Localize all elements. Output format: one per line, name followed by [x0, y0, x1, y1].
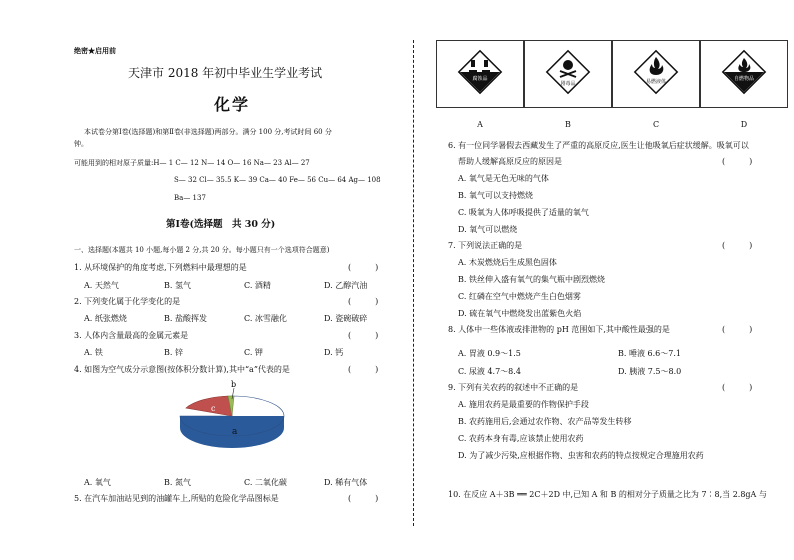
- q6-option-c[interactable]: C. 吸氧为人体呼吸提供了适量的氧气: [458, 208, 589, 217]
- q9-option-a[interactable]: A. 施用农药是最重要的作物保护手段: [458, 400, 589, 409]
- q4-option-c[interactable]: C. 二氧化碳: [244, 478, 287, 487]
- q7-option-c[interactable]: C. 红磷在空气中燃烧产生白色烟雾: [458, 292, 581, 301]
- q6-answer-blank[interactable]: ( ): [722, 157, 753, 166]
- q7-option-d[interactable]: D. 硫在氧气中燃烧发出蓝紫色火焰: [458, 309, 582, 318]
- q2-option-d[interactable]: D. 瓷碗破碎: [324, 314, 368, 323]
- spontaneous-combustion-icon: [721, 49, 767, 95]
- section-title: 第Ⅰ卷(选择题 共 30 分): [166, 219, 276, 230]
- hazard-sign-a[interactable]: [436, 40, 524, 108]
- svg-text:易燃液体: 易燃液体: [645, 79, 667, 85]
- q1-stem: 1. 从环境保护的角度考虑,下列燃料中最理想的是: [74, 263, 247, 272]
- atomic-masses-line1: 可能用到的相对原子质量:H— 1 C— 12 N— 14 O— 16 Na— 23 Al— 27: [74, 159, 310, 167]
- atomic-masses-line3: Ba— 137: [174, 194, 206, 202]
- hazard-sign-c[interactable]: [612, 40, 700, 108]
- q6-option-a[interactable]: A. 氧气是无色无味的气体: [458, 174, 549, 183]
- q4-stem: 4. 如图为空气成分示意图(按体积分数计算),其中“a”代表的是: [74, 365, 290, 374]
- q7-option-b[interactable]: B. 铁丝伸入盛有氧气的集气瓶中剧烈燃烧: [458, 275, 605, 284]
- hazard-label-a: A: [477, 120, 483, 129]
- q1-option-a[interactable]: A. 天然气: [84, 281, 119, 290]
- q3-option-a[interactable]: A. 铁: [84, 348, 103, 357]
- intro-text: 本试卷分第Ⅰ卷(选择题)和第Ⅱ卷(非选择题)两部分。满分 100 分,考试时间 60 分: [84, 128, 332, 136]
- corrosive-icon: [457, 49, 503, 95]
- q3-stem: 3. 人体内含量最高的金属元素是: [74, 331, 189, 340]
- q8-option-c[interactable]: C. 尿液 4.7～8.4: [458, 367, 521, 376]
- q2-stem: 2. 下列变化属于化学变化的是: [74, 297, 181, 306]
- subject-title: 化学: [214, 95, 251, 114]
- hazard-sign-d[interactable]: [700, 40, 788, 108]
- q3-answer-blank[interactable]: ( ): [348, 331, 379, 340]
- intro-text-2: 钟。: [74, 140, 88, 148]
- q8-option-d[interactable]: D. 胰液 7.5～8.0: [618, 367, 682, 376]
- q5-answer-blank[interactable]: ( ): [348, 494, 379, 503]
- q5-stem: 5. 在汽车加油站见到的油罐车上,所贴的危险化学品图标是: [74, 494, 279, 503]
- q4-option-b[interactable]: B. 氮气: [164, 478, 191, 487]
- hazard-sign-b[interactable]: [524, 40, 612, 108]
- svg-text:剧毒品: 剧毒品: [560, 81, 576, 87]
- q4-option-d[interactable]: D. 稀有气体: [324, 478, 368, 487]
- toxic-skull-icon: [545, 49, 591, 95]
- q6-stem-2: 帮助人缓解高原反应的原因是: [458, 157, 562, 166]
- pie-label-b: b: [231, 380, 237, 389]
- q8-answer-blank[interactable]: ( ): [722, 325, 753, 334]
- q9-option-c[interactable]: C. 农药本身有毒,应该禁止使用农药: [458, 434, 584, 443]
- q9-option-d[interactable]: D. 为了减少污染,应根据作物、虫害和农药的特点按规定合理施用农药: [458, 451, 704, 460]
- hazard-label-d: D: [740, 120, 748, 129]
- q8-option-b[interactable]: B. 唾液 6.6～7.1: [618, 349, 681, 358]
- q2-option-b[interactable]: B. 盐酸挥发: [164, 314, 207, 323]
- q1-option-d[interactable]: D. 乙醇汽油: [324, 281, 368, 290]
- svg-text:腐蚀品: 腐蚀品: [472, 76, 488, 82]
- q8-option-a[interactable]: A. 胃液 0.9～1.5: [458, 349, 521, 358]
- q2-answer-blank[interactable]: ( ): [348, 297, 379, 306]
- q8-stem: 8. 人体中一些体液或排泄物的 pH 范围如下,其中酸性最强的是: [448, 325, 670, 334]
- svg-text:自燃物品: 自燃物品: [733, 76, 755, 82]
- section-instructions: 一、选择题(本题共 10 小题,每小题 2 分,共 20 分。每小题只有一个选项符合题意): [74, 246, 330, 254]
- q3-option-c[interactable]: C. 钾: [244, 348, 263, 357]
- hazard-label-c: C: [652, 120, 660, 129]
- q1-answer-blank[interactable]: ( ): [348, 263, 379, 272]
- q10-stem: 10. 在反应 A＋3B ══ 2C＋2D 中,已知 A 和 B 的相对分子质量之比为 7∶8,当 2.8gA 与: [448, 490, 767, 499]
- q6-option-d[interactable]: D. 氧气可以燃烧: [458, 225, 518, 234]
- q6-stem: 6. 有一位同学暑假去西藏发生了严重的高原反应,医生让他吸氧后症状缓解。吸氧可以: [448, 141, 749, 150]
- atomic-masses-line2: S— 32 Cl— 35.5 K— 39 Ca— 40 Fe— 56 Cu— 64 Ag— 108: [174, 176, 381, 184]
- pie-label-c: c: [211, 404, 216, 413]
- q4-option-a[interactable]: A. 氧气: [84, 478, 111, 487]
- q9-stem: 9. 下列有关农药的叙述中不正确的是: [448, 383, 579, 392]
- column-divider: [413, 40, 414, 526]
- pie-label-a: a: [232, 427, 238, 437]
- pie-slice-c: [186, 396, 232, 416]
- hazard-label-b: B: [565, 120, 571, 129]
- q7-option-a[interactable]: A. 木炭燃烧后生成黑色固体: [458, 258, 557, 267]
- q1-option-c[interactable]: C. 酒精: [244, 281, 271, 290]
- q4-answer-blank[interactable]: ( ): [348, 365, 379, 374]
- q7-answer-blank[interactable]: ( ): [722, 241, 753, 250]
- air-composition-pie-chart: [176, 378, 296, 468]
- q3-option-b[interactable]: B. 锌: [164, 348, 183, 357]
- confidential-mark: 绝密★启用前: [74, 46, 116, 55]
- exam-title: 天津市 2018 年初中毕业生学业考试: [128, 66, 323, 80]
- q9-option-b[interactable]: B. 农药施用后,会通过农作物、农产品等发生转移: [458, 417, 632, 426]
- q9-answer-blank[interactable]: ( ): [722, 383, 753, 392]
- q2-option-c[interactable]: C. 冰雪融化: [244, 314, 287, 323]
- q1-option-b[interactable]: B. 氢气: [164, 281, 191, 290]
- q6-option-b[interactable]: B. 氧气可以支持燃烧: [458, 191, 533, 200]
- q3-option-d[interactable]: D. 钙: [324, 348, 344, 357]
- q2-option-a[interactable]: A. 纸张燃烧: [84, 314, 127, 323]
- flammable-liquid-icon: [633, 49, 679, 95]
- q7-stem: 7. 下列说法正确的是: [448, 241, 523, 250]
